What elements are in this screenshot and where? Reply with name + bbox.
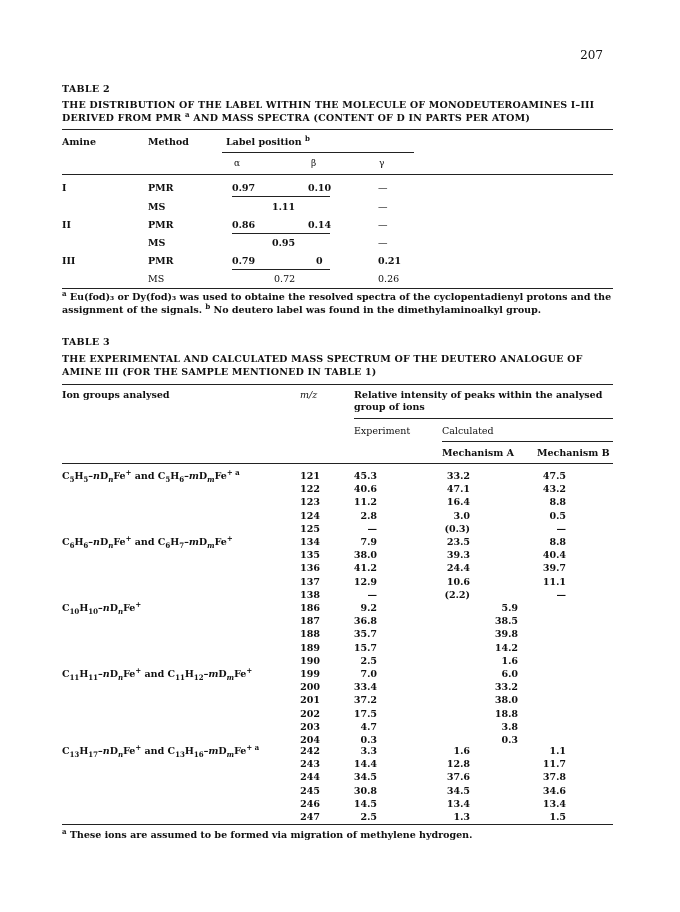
table2-brace-line xyxy=(232,233,330,234)
table3-mz-cell: 202 xyxy=(300,708,320,720)
table2-method: PMR xyxy=(148,183,174,194)
table3-header-relative-2: group of ions xyxy=(354,402,425,413)
table2-alphabeta-value: 0.95 xyxy=(272,238,296,249)
table2-amine-III: III xyxy=(62,256,76,267)
table2-header-amine: Amine xyxy=(62,137,96,148)
footnote-a-text: Eu(fod)₃ or Dy(fod)₃ was used to obtaine the resolved spectra of the cyclopentadienyl protons and the xyxy=(66,292,612,303)
table2-bottom-rule xyxy=(62,288,613,289)
table3-header-calculated: Calculated xyxy=(442,426,494,437)
table2-method: MS xyxy=(148,238,166,249)
table2-header-gamma: γ xyxy=(379,159,385,169)
table2-brace-line xyxy=(232,196,330,197)
table3-calculated-cell: 14.2 xyxy=(494,642,518,654)
table3-mech-b-cell: 40.4 xyxy=(542,550,566,562)
table2-alphabeta-value: 0.72 xyxy=(274,274,296,285)
table2-top-rule xyxy=(62,129,613,130)
table3-header-mz: m/z xyxy=(300,390,318,401)
table2-gamma-value: 0.26 xyxy=(378,274,400,285)
table3-experiment-cell: 41.2 xyxy=(353,563,377,575)
table3-experiment-cell: 40.6 xyxy=(353,484,377,496)
table3-header-mech-b: Mechanism B xyxy=(537,448,610,459)
table3-experiment-cell: 12.9 xyxy=(353,576,377,588)
table3-mech-a-cell: 13.4 xyxy=(446,798,470,810)
table3-bottom-rule xyxy=(62,824,613,825)
table3-experiment-cell: 15.7 xyxy=(353,642,377,654)
table3-header-relative-1: Relative intensity of peaks within the analysed xyxy=(354,390,603,401)
table2-label: TABLE 2 xyxy=(62,84,110,95)
table3-calculated-rule xyxy=(442,441,613,442)
table3-mech-a-cell: 16.4 xyxy=(446,497,470,509)
table3-mz-cell: 242 xyxy=(300,746,320,757)
table3-header-ion-groups: Ion groups analysed xyxy=(62,390,170,401)
table3-calculated-cell: 18.8 xyxy=(494,708,518,720)
table3-mech-a-cell: 3.0 xyxy=(453,510,470,522)
table2-header-label-position xyxy=(226,133,310,148)
table2-caption-sup: a xyxy=(184,109,190,119)
footnote-a-text: These ions are assumed to be formed via migration of methylene hydrogen. xyxy=(66,830,473,841)
table2-method: PMR xyxy=(148,220,174,231)
table2-gamma-value: — xyxy=(378,220,388,231)
table3-mz-cell: 199 xyxy=(300,669,320,680)
table3-experiment-cell: 3.3 xyxy=(360,746,377,757)
table3-mz-cell: 125 xyxy=(300,523,320,535)
table3-calculated-cell: 1.6 xyxy=(501,655,518,667)
table2-caption-line2-text: DERIVED FROM PMR xyxy=(62,112,185,124)
table3-mech-b-cell: 8.8 xyxy=(549,497,566,509)
table3-mech-a-cell: 12.8 xyxy=(446,759,470,771)
table2-alpha-value: 0.86 xyxy=(232,220,256,231)
table3-mech-b-cell: 37.8 xyxy=(542,772,566,784)
table3-experiment-cell: 36.8 xyxy=(353,616,377,628)
table2-gamma-value: — xyxy=(378,238,388,249)
table2-alpha-value: 0.79 xyxy=(232,256,256,267)
table3-experiment-cell: 11.2 xyxy=(353,497,377,509)
table2-beta-value: 0.14 xyxy=(308,220,332,231)
table3-mz-cell: 187 xyxy=(300,616,320,628)
label-position-text: Label position xyxy=(226,137,305,148)
table3-label: TABLE 3 xyxy=(62,337,110,348)
table3-mz-cell: 136 xyxy=(300,563,320,575)
table3-mech-b-cell: — xyxy=(556,589,566,601)
table3-mech-b-cell: — xyxy=(556,523,566,535)
table2-caption xyxy=(62,100,622,125)
table2-amine-I: I xyxy=(62,183,67,194)
table3-mech-b-cell: 1.1 xyxy=(549,746,566,757)
table3-experiment-cell: 9.2 xyxy=(360,603,377,614)
table3-mech-b-cell: 11.7 xyxy=(542,759,566,771)
table3-mz-cell: 201 xyxy=(300,695,320,707)
footnote-a-mark: a xyxy=(62,826,67,836)
table3-experiment-cell: 4.7 xyxy=(360,721,377,733)
table3-calculated-cell: 39.8 xyxy=(494,629,518,641)
table3-experiment-cell: 30.8 xyxy=(353,785,377,797)
table3-mech-b-cell: 8.8 xyxy=(549,537,566,548)
page-number: 207 xyxy=(580,48,603,62)
table3-mz-cell: 203 xyxy=(300,721,320,733)
table3-experiment-cell: 17.5 xyxy=(353,708,377,720)
table2-amine-II: II xyxy=(62,220,71,231)
table3-caption-line1: THE EXPERIMENTAL AND CALCULATED MASS SPECTRUM OF THE DEUTERO ANALOGUE OF xyxy=(62,354,583,365)
table3-mz-cell: 190 xyxy=(300,655,320,667)
table3-mech-a-cell: 10.6 xyxy=(446,576,470,588)
table2-beta-value: 0 xyxy=(316,256,323,267)
table2-alphabeta-value: 1.11 xyxy=(272,202,296,213)
table3-mz-cell: 245 xyxy=(300,785,320,797)
table3-mech-a-cell: 1.3 xyxy=(453,812,470,823)
table3-experiment-cell: 37.2 xyxy=(353,695,377,707)
table3-mech-a-cell: 24.4 xyxy=(446,563,470,575)
table3-header-experiment: Experiment xyxy=(354,426,411,437)
table3-mz-cell: 189 xyxy=(300,642,320,654)
table3-mech-b-cell: 0.5 xyxy=(549,510,566,522)
table3-calculated-cell: 5.9 xyxy=(501,603,518,614)
table3-mz-cell: 138 xyxy=(300,589,320,601)
table2-header-rule xyxy=(62,174,613,175)
table3-mz-cell: 122 xyxy=(300,484,320,496)
table2-method: PMR xyxy=(148,256,174,267)
table3-group-label: $C_{11}H_{11}-nD_nFe^+$ and $C_{11}H_{12}-mD_mFe^+$ xyxy=(62,665,253,682)
table3-experiment-cell: 34.5 xyxy=(353,772,377,784)
table2-gamma-value: — xyxy=(378,183,388,194)
table3-experiment-cell: 7.0 xyxy=(360,669,377,680)
table3-experiment-cell: 0.3 xyxy=(360,735,377,746)
table3-header-rule xyxy=(62,463,613,464)
table2-beta-value: 0.10 xyxy=(308,183,332,194)
table3-mech-a-cell: 47.1 xyxy=(446,484,470,496)
table3-mz-cell: 121 xyxy=(300,471,320,482)
table3-mech-b-cell: 34.6 xyxy=(542,785,566,797)
table3-group-label: $C_{13}H_{17}-nD_nFe^+$ and $C_{13}H_{16}-mD_mFe^{+ a}$ xyxy=(62,742,260,759)
footnote-b-mark: b xyxy=(205,301,211,311)
table3-mz-cell: 247 xyxy=(300,812,320,823)
table3-calculated-cell: 0.3 xyxy=(501,735,518,746)
table3-calculated-cell: 6.0 xyxy=(501,669,518,680)
table2-brace-line xyxy=(232,269,330,270)
table3-experiment-cell: — xyxy=(367,523,377,535)
table3-experiment-cell: 2.5 xyxy=(360,655,377,667)
table3-group-label: $C_5H_5-nD_nFe^+$ and $C_5H_6-mD_mFe^{+ a}$ xyxy=(62,467,240,484)
table3-mz-cell: 204 xyxy=(300,735,320,746)
table2-header-alpha: α xyxy=(234,159,241,169)
table3-mech-a-cell: 34.5 xyxy=(446,785,470,797)
table3-subheader-rule xyxy=(354,418,613,419)
table2-footnotes xyxy=(62,288,622,317)
table3-experiment-cell: — xyxy=(367,589,377,601)
table2-footnote-line2 xyxy=(62,301,622,318)
table3-mech-a-cell: 39.3 xyxy=(446,550,470,562)
table3-mz-cell: 186 xyxy=(300,603,320,614)
table3-group-label: $C_6H_6-nD_nFe^+$ and $C_6H_7-mD_mFe^+$ xyxy=(62,533,233,550)
table2-sub-rule xyxy=(222,152,414,153)
footnote-b-text: No deutero label was found in the dimethylaminoalkyl group. xyxy=(210,304,542,316)
table3-mech-a-cell: 23.5 xyxy=(446,537,470,548)
table2-gamma-value: — xyxy=(378,202,388,213)
table3-mz-cell: 135 xyxy=(300,550,320,562)
table3-experiment-cell: 35.7 xyxy=(353,629,377,641)
table2-header-beta: β xyxy=(311,159,317,169)
table3-experiment-cell: 14.5 xyxy=(353,798,377,810)
table3-experiment-cell: 7.9 xyxy=(360,537,377,548)
table3-footnote xyxy=(62,826,622,843)
table3-caption-line2: AMINE III (FOR THE SAMPLE MENTIONED IN TABLE 1) xyxy=(62,366,377,378)
table3-mz-cell: 123 xyxy=(300,497,320,509)
table3-mech-a-cell: 1.6 xyxy=(453,746,470,757)
table3-experiment-cell: 33.4 xyxy=(353,682,377,694)
table2-caption-line1: THE DISTRIBUTION OF THE LABEL WITHIN THE MOLECULE OF MONODEUTEROAMINES I–III xyxy=(62,100,595,111)
table2-header-method: Method xyxy=(148,137,189,148)
table2-footnote-line1 xyxy=(62,288,622,305)
table3-mech-a-cell: (0.3) xyxy=(444,523,470,535)
table3-experiment-cell: 2.8 xyxy=(360,510,377,522)
table2-caption-line2 xyxy=(62,109,622,126)
table2-method: MS xyxy=(148,202,166,213)
table3-mech-b-cell: 43.2 xyxy=(542,484,566,496)
table3-mech-b-cell: 39.7 xyxy=(542,563,566,575)
table3-caption xyxy=(62,354,622,379)
table3-mech-b-cell: 11.1 xyxy=(542,576,566,588)
table3-mz-cell: 246 xyxy=(300,798,320,810)
table3-calculated-cell: 38.0 xyxy=(494,695,518,707)
table3-mech-b-cell: 13.4 xyxy=(542,798,566,810)
footnote-a-mark: a xyxy=(62,288,67,298)
table3-mech-a-cell: 33.2 xyxy=(446,471,470,482)
table3-top-rule xyxy=(62,384,613,385)
table3-experiment-cell: 38.0 xyxy=(353,550,377,562)
table3-mz-cell: 244 xyxy=(300,772,320,784)
table3-mz-cell: 188 xyxy=(300,629,320,641)
table3-mz-cell: 137 xyxy=(300,576,320,588)
table3-experiment-cell: 14.4 xyxy=(353,759,377,771)
table3-experiment-cell: 2.5 xyxy=(360,812,377,823)
table2-method: MS xyxy=(148,274,165,285)
table3-calculated-cell: 38.5 xyxy=(494,616,518,628)
table3-header-mech-a: Mechanism A xyxy=(442,448,515,459)
table2-gamma-value: 0.21 xyxy=(378,256,402,267)
label-position-sup: b xyxy=(304,133,310,143)
table3-mz-cell: 134 xyxy=(300,537,320,548)
table3-mech-b-cell: 47.5 xyxy=(542,471,566,482)
table3-mech-a-cell: (2.2) xyxy=(444,589,470,601)
table3-mz-cell: 243 xyxy=(300,759,320,771)
table2-caption-line2-rest: AND MASS SPECTRA (CONTENT OF D IN PARTS PER ATOM) xyxy=(189,112,531,124)
table3-experiment-cell: 45.3 xyxy=(353,471,377,482)
footnote-a-text-2: assignment of the signals. xyxy=(62,304,206,316)
table3-mz-cell: 124 xyxy=(300,510,320,522)
table3-calculated-cell: 33.2 xyxy=(494,682,518,694)
table3-mech-b-cell: 1.5 xyxy=(549,812,566,823)
table3-calculated-cell: 3.8 xyxy=(501,721,518,733)
table2-alpha-value: 0.97 xyxy=(232,183,256,194)
table3-mech-a-cell: 37.6 xyxy=(446,772,470,784)
table3-mz-cell: 200 xyxy=(300,682,320,694)
table3-group-label: $C_{10}H_{10}-nD_nFe^+$ xyxy=(62,599,142,616)
